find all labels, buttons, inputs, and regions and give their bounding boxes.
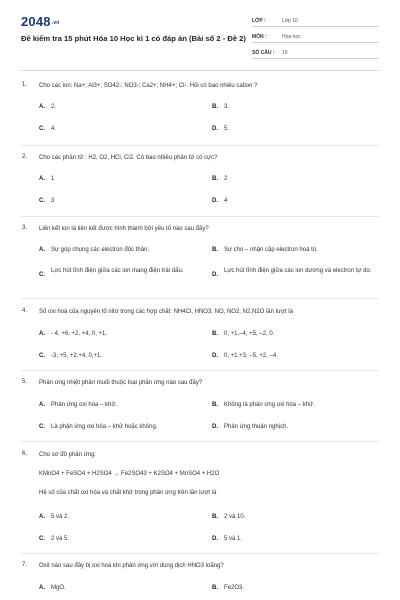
option-b[interactable]: B. Fe2O3. [212,585,245,591]
option-c[interactable]: C. 2 và 5. [39,536,70,542]
option-d[interactable]: D. Phản ứng thuận nghịch. [212,424,289,430]
option-c[interactable]: C.Lực hút tĩnh điện giữa các ion mang điện trái dấu. [39,268,184,278]
question-divider [21,370,379,371]
option-a[interactable]: A. Sự góp chung các electron độc thân. [39,247,150,253]
option-c[interactable]: C. 3 [39,198,55,204]
page: 2048.vn Đề kiểm tra 15 phút Hóa 10 Học kì 1 có đáp án (Bài số 2 - Đề 2) LỚP : Lớp 10 MÔN : Hóa học SỐ CÂU : 10 1. Cho các ion: Na+; Al3+; SO42-; NO3-; Ca2+; NH4+; Cl-. Hỏi có bao nhiêu cation ? A. 2. B. 3. C. 4. D. 5. 2. Cho các phân tử : H2, O2, HCl, Cl2. Có bao nhiêu phân tử có cực? A. 1 B. 2 C. 3 D. 4 3. Liên kết ion là liên kết được hình thành bởi yếu tố nào sau đây? A. Sự góp chung các electron độc thân. B. Sự cho – nhận cặp electron hoá trị. C.Lực hút tĩnh điện giữa các ion mang điện trái dấu. D.Lực hút tĩnh điện giữa các ion dương và electron tự do. 4. Số oxi hoá của nguyên tố nitơ trong các hợp chất: NH4Cl, HNO3, NO, NO2, N2,N2O lần lượt là A. - 4, +6, +2, +4, 0, +1. B. 0, +1,–4, +5, –2, 0. C. -3, +5, +2,+4, 0,+1. D. 0, +1.+3, –5, +2, –4. 5. Phản ứng nhiệt phân muối thuộc loại phản ứng nào sau đây? A. Phản ứng oxi hóa – khử. B. Không là phản ứng oxi hóa – khử. C. Là phản ứng oxi hóa – khử hoặc không. D. Phản ứng thuận nghịch. 6. Cho sơ đồ phản ứng: KMnO4 + FeSO4 + H2SO4 → Fe2SO43 + K2SO4 + MnSO4 + H2O Hệ số của chất oxi hóa và chất khử trong phản ứng trên lần lượt là A. 5 và 2. B. 2 và 10. C. 2 và 5. D. 5 và 1. 7. Oxit nào sau đây bị oxi hoá khi phản ứng với dung dịch HNO3 loãng? A. MgO. B. Fe2O3. [0,0,400,600]
option-a[interactable]: A. Phản ứng oxi hóa – khử. [39,402,118,408]
question-text: Liên kết ion là liên kết được hình thành bởi yếu tố nào sau đây? [39,226,209,232]
option-c[interactable]: C. -3, +5, +2,+4, 0,+1. [39,353,103,359]
header [0,0,400,68]
question-divider [21,216,379,217]
question-text: Số oxi hoá của nguyên tố nitơ trong các hợp chất: NH4Cl, HNO3, NO, NO2, N2,N2O lần lượt là [39,309,293,315]
option-b[interactable]: B. Không là phản ứng oxi hóa – khử. [212,402,315,408]
question-text: Oxit nào sau đây bị oxi hoá khi phản ứng với dung dịch HNO3 loãng? [39,563,224,569]
option-c[interactable]: C. 4. [39,126,57,132]
option-a[interactable]: A. 2. [39,104,57,110]
option-a[interactable]: A. 1 [39,176,55,182]
question-subtext: Hệ số của chất oxi hóa và chất khử trong phản ứng trên lần lượt là [39,490,217,496]
option-d[interactable]: D. 4 [212,198,228,204]
reaction-equation: KMnO4 + FeSO4 + H2SO4 → Fe2SO43 + K2SO4 + MnSO4 + H2O [39,471,220,477]
meta-grade: LỚP : Lớp 10 [252,15,378,27]
page-title: Đề kiểm tra 15 phút Hóa 10 Học kì 1 có đáp án (Bài số 2 - Đề 2) [21,34,246,43]
option-d[interactable]: D.Lực hút tĩnh điện giữa các ion dương và electron tự do. [212,268,372,278]
header-divider [21,70,379,71]
option-d[interactable]: D. 5. [212,126,230,132]
question-divider [21,298,379,299]
option-a[interactable]: A. 5 và 2. [39,514,70,520]
option-d[interactable]: D. 0, +1.+3, –5, +2, –4. [212,353,278,359]
question-text: Cho các phân tử : H2, O2, HCl, Cl2. Có bao nhiêu phân tử có cực? [39,155,218,161]
meta-subject: MÔN : Hóa học [252,31,378,43]
question-divider [21,553,379,554]
option-a[interactable]: A. - 4, +6, +2, +4, 0, +1. [39,331,108,337]
option-a[interactable]: A. MgO. [39,585,66,591]
option-c[interactable]: C. Là phản ứng oxi hóa – khử hoặc không. [39,424,158,430]
question-divider [21,145,379,146]
option-b[interactable]: B. 2 và 10. [212,514,246,520]
question-text: Cho các ion: Na+; Al3+; SO42-; NO3-; Ca2+; NH4+; Cl-. Hỏi có bao nhiêu cation ? [39,83,258,89]
option-b[interactable]: B. 2 [212,176,228,182]
option-b[interactable]: B. Sự cho – nhận cặp electron hoá trị. [212,247,318,253]
site-logo[interactable]: 2048.vn [21,14,60,29]
option-b[interactable]: B. 0, +1,–4, +5, –2, 0. [212,331,275,337]
question-divider [21,441,379,442]
question-text: Cho sơ đồ phản ứng: [39,452,96,458]
option-b[interactable]: B. 3. [212,104,230,110]
option-d[interactable]: D. 5 và 1. [212,536,243,542]
meta-panel [252,15,378,63]
question-text: Phản ứng nhiệt phân muối thuộc loại phản ứng nào sau đây? [39,380,203,386]
meta-question-count: SỐ CÂU : 10 [252,47,378,59]
